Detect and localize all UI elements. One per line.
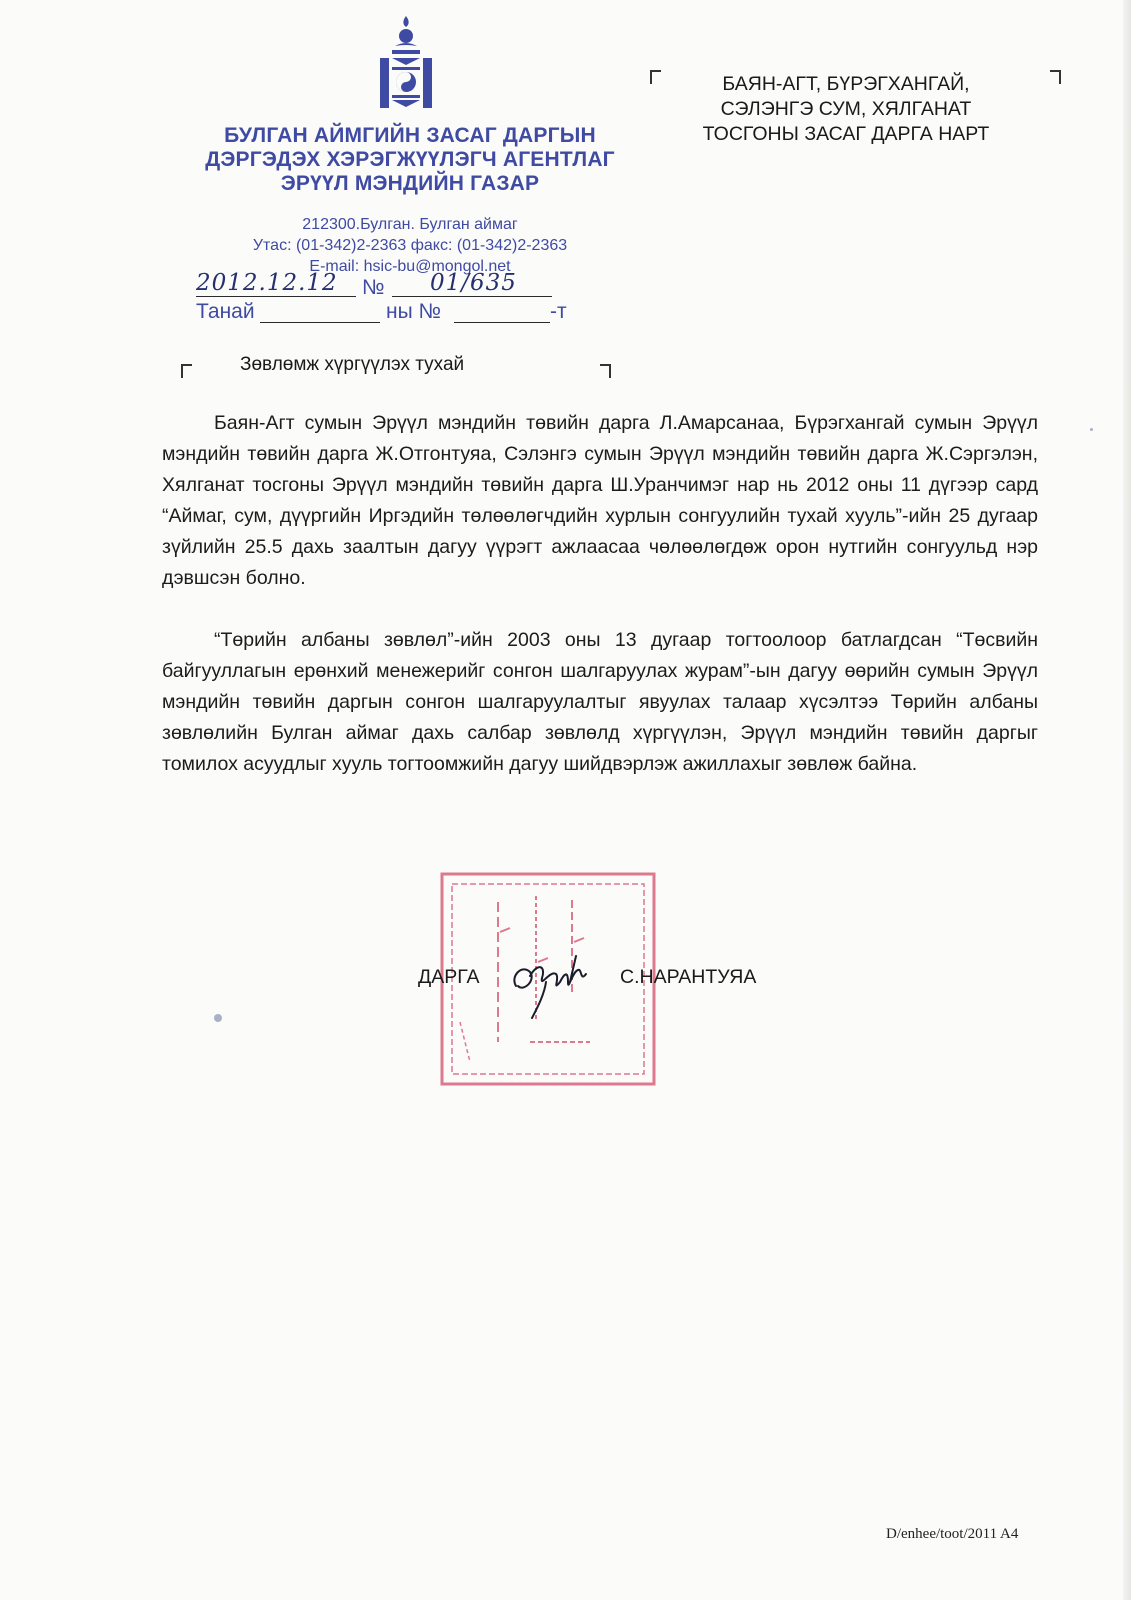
yours-suffix: -т — [550, 300, 567, 323]
handwritten-date: 2012.12.12 — [196, 270, 338, 296]
scan-speck — [214, 1014, 222, 1022]
body-paragraph: “Төрийн албаны зөвлөл”-ийн 2003 оны 13 дугаар тогтоолоор батлагдсан “Төсвийн байгууллагын ерөнхий менежерийг сонгон шалгаруулах журам”-ын дагуу өөрийн сумын Эрүүл мэндийн төвийн даргын сонгон шалгаруулалтыг явуулах талаар хүсэлтээ Төрийн албаны зөвлөлийн Булган аймаг дахь салбар зөвлөлд хүргүүлэн, Эрүүл мэндийн төвийн даргыг томилох асуудлыг хууль тогтоомжийн дагуу шийдвэрлэж ажиллахыг зөвлөж байна. — [162, 629, 1038, 775]
date-underline — [196, 296, 356, 297]
recipient-block — [686, 72, 1006, 147]
yours-number-label: ны № — [386, 300, 442, 323]
org-line: БУЛГАН АЙМГИЙН ЗАСАГ ДАРГЫН — [224, 124, 596, 147]
number-underline — [392, 296, 552, 297]
state-emblem-icon — [378, 14, 434, 112]
sender-contact — [190, 214, 630, 277]
org-line: ДЭРГЭДЭХ ХЭРЭГЖҮҮЛЭГЧ АГЕНТЛАГ — [205, 148, 615, 171]
recipient-line: БАЯН-АГТ, БҮРЭГХАНГАЙ, — [722, 73, 970, 95]
yours-number-line — [454, 322, 550, 323]
reference-block — [196, 270, 596, 332]
subject-corner-left — [181, 364, 192, 378]
signatory-title: ДАРГА — [418, 966, 480, 988]
subject-line: Зөвлөмж хүргүүлэх тухай — [240, 354, 465, 375]
sender-phone-fax: Утас: (01-342)2-2363 факс: (01-342)2-2363 — [252, 237, 568, 254]
signatory-name: С.НАРАНТУЯА — [620, 966, 757, 988]
address-corner-left — [650, 70, 661, 84]
sender-address: 212300.Булган. Булган аймаг — [302, 216, 518, 233]
recipient-line: СЭЛЭНГЭ СУМ, ХЯЛГАНАТ — [720, 98, 972, 120]
footer-code: D/enhee/toot/2011 A4 — [886, 1526, 1019, 1542]
recipient-line: ТОСГОНЫ ЗАСАГ ДАРГА НАРТ — [702, 123, 990, 145]
handwritten-signature — [506, 952, 596, 1022]
yours-label: Танай — [196, 300, 255, 323]
org-line: ЭРҮҮЛ МЭНДИЙН ГАЗАР — [280, 172, 540, 195]
address-corner-right — [1050, 70, 1061, 84]
sender-organization — [190, 124, 630, 196]
handwritten-number: 01/635 — [430, 270, 517, 296]
yours-date-line — [260, 322, 380, 323]
scan-speck — [1090, 428, 1093, 431]
sender-email: E-mail: hsic-bu@mongol.net — [309, 258, 511, 275]
number-label: № — [362, 276, 385, 299]
subject-corner-right — [600, 364, 611, 378]
page-edge — [1123, 0, 1131, 1600]
letter-body — [162, 408, 1038, 780]
body-paragraph: Баян-Агт сумын Эрүүл мэндийн төвийн дарга Л.Амарсанаа, Бүрэгхангай сумын Эрүүл мэндийн төвийн дарга Ж.Отгонтуяа, Сэлэнгэ сумын Эрүүл мэндийн төвийн дарга Ж.Сэргэлэн, Хялганат тосгоны Эрүүл мэндийн төвийн дарга Ш.Уранчимэг нар нь 2012 оны 11 дүгээр сард “Аймаг, сум, дүүргийн Иргэдийн төлөөлөгчдийн хурлын сонгуулийн тухай хууль”-ийн 25 дугаар зүйлийн 25.5 дахь заалтын дагуу үүрэгт ажлаасаа чөлөөлөгдөж орон нутгийн сонгуульд нэр дэвшсэн болно. — [162, 412, 1038, 589]
